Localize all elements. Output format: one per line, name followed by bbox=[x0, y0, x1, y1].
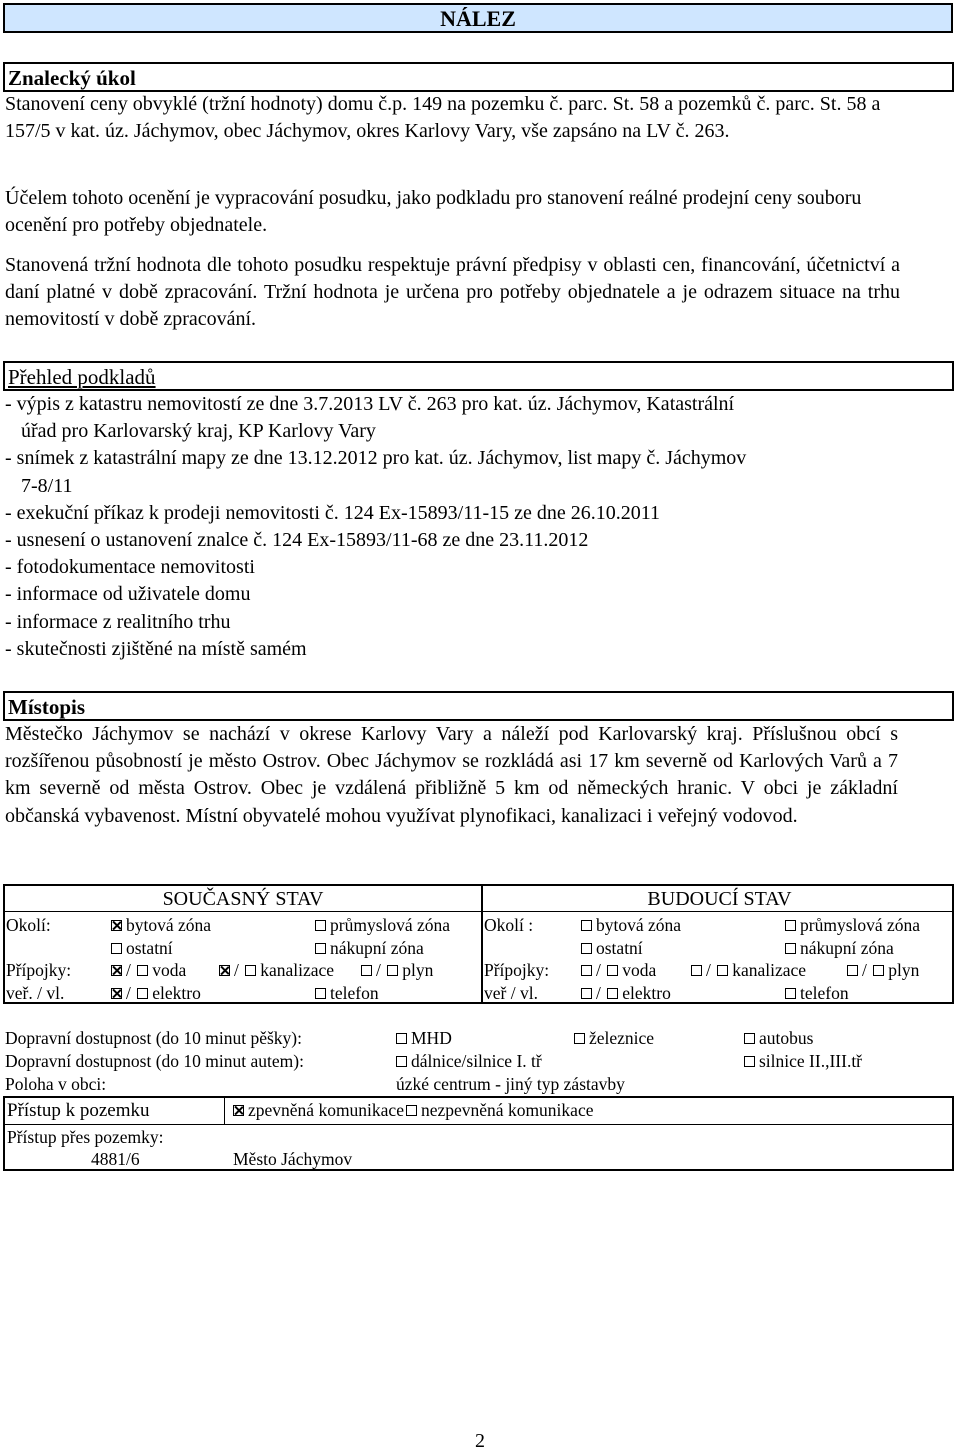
section-heading-ukol: Znalecký úkol bbox=[3, 62, 954, 92]
ukol-paragraph-1: Stanovení ceny obvyklé (tržní hodnoty) domu č.p. 149 na pozemku č. parc. St. 58 a pozemků č. parc. St. 58 a 157/5 v kat. úz. Jáchymov, obec Jáchymov, okres Karlovy Vary, vše zapsáno na LV č. 263. bbox=[5, 93, 881, 142]
checkbox-icon bbox=[785, 943, 796, 954]
ver-vl-label-future: veř / vl. bbox=[484, 983, 538, 1003]
checkbox-icon bbox=[744, 1056, 755, 1067]
list-item: - exekuční příkaz k prodeji nemovitosti č. 124 Ex-15893/11-15 ze dne 26.10.2011 bbox=[5, 501, 661, 524]
pripojka-plyn: / plyn bbox=[359, 959, 433, 981]
list-item: - výpis z katastru nemovitostí ze dne 3.7.2013 LV č. 263 pro kat. úz. Jáchymov, Katastrální bbox=[5, 393, 735, 415]
ukol-paragraph-2: Účelem tohoto ocenění je vypracování posudku, jako podkladu pro stanovení reálné prodejní ceny souboru ocenění pro potřeby objednatele. bbox=[5, 187, 862, 236]
future-prumyslova: průmyslová zóna bbox=[783, 914, 920, 936]
state-table bbox=[3, 884, 954, 1004]
checkbox-icon bbox=[137, 965, 148, 976]
section-heading-mistopis: Místopis bbox=[3, 691, 954, 721]
okoli-prumyslova: průmyslová zóna bbox=[313, 914, 450, 936]
pripojky-label-future: Přípojky: bbox=[484, 960, 550, 980]
checkbox-icon bbox=[785, 920, 796, 931]
section-heading-podklady: Přehled podkladů bbox=[3, 361, 954, 391]
checkbox-icon bbox=[581, 920, 592, 931]
pristup-divider bbox=[5, 1124, 952, 1125]
list-item: - informace od uživatele domu bbox=[5, 583, 251, 606]
checkbox-checked-icon bbox=[111, 920, 122, 931]
future-ostatni: ostatní bbox=[579, 937, 643, 959]
okoli-ostatni: ostatní bbox=[109, 937, 173, 959]
checkbox-icon bbox=[581, 988, 592, 999]
future-kanalizace: / kanalizace bbox=[689, 959, 806, 981]
checkbox-icon bbox=[396, 1033, 407, 1044]
list-item: 7-8/11 bbox=[21, 474, 73, 497]
checkbox-icon bbox=[785, 988, 796, 999]
checkbox-icon bbox=[245, 965, 256, 976]
future-telefon: telefon bbox=[783, 982, 849, 1004]
option-silnice: silnice II.,III.tř bbox=[742, 1050, 862, 1073]
checkbox-icon bbox=[744, 1033, 755, 1044]
mistopis-paragraph: Městečko Jáchymov se nachází v okrese Karlovy Vary a náleží pod Karlovarský kraj. Příslušnou obcí s rozšířenou působností je město Ostrov. Obec Jáchymov se rozkládá asi 17 km severně od Karlových Varů a 7 km severně od města Ostrov. Obec je vzdálená přibližně 5 km od německých hranic. V obci je základní občanská vybavenost. Místní obyvatelé mohou využívat plynofikaci, kanalizaci i veřejný vodovod. bbox=[5, 723, 898, 827]
future-voda: / voda bbox=[579, 959, 656, 981]
checkbox-icon bbox=[315, 920, 326, 931]
pripojka-kanalizace: / kanalizace bbox=[217, 959, 334, 981]
checkbox-icon bbox=[315, 988, 326, 999]
current-state-heading: SOUČASNÝ STAV bbox=[162, 888, 324, 910]
pristup-k-pozemku-label: Přístup k pozemku bbox=[7, 1100, 150, 1121]
option-mhd: MHD bbox=[394, 1027, 452, 1050]
checkbox-icon bbox=[581, 943, 592, 954]
parcela-owner: Město Jáchymov bbox=[233, 1149, 353, 1169]
checkbox-icon bbox=[396, 1056, 407, 1067]
checkbox-icon bbox=[847, 965, 858, 976]
checkbox-icon bbox=[315, 943, 326, 954]
pripojka-elektro: / elektro bbox=[109, 982, 201, 1004]
okoli-nakupni: nákupní zóna bbox=[313, 937, 424, 959]
pripojka-telefon: telefon bbox=[313, 982, 379, 1004]
list-item: úřad pro Karlovarský kraj, KP Karlovy Vary bbox=[21, 420, 376, 443]
page-number: 2 bbox=[475, 1430, 485, 1452]
pristup-table bbox=[3, 1096, 954, 1171]
list-item: - informace z realitního trhu bbox=[5, 610, 231, 633]
list-item: - fotodokumentace nemovitosti bbox=[5, 556, 255, 579]
option-zpevnena: zpevněná komunikace nezpevněná komunikace bbox=[231, 1099, 593, 1121]
checkbox-icon bbox=[406, 1105, 417, 1116]
pripojky-label: Přípojky: bbox=[6, 960, 72, 980]
option-autobus: autobus bbox=[742, 1027, 813, 1050]
list-item: - usnesení o ustanovení znalce č. 124 Ex-15893/11-68 ze dne 23.11.2012 bbox=[5, 529, 589, 552]
ukol-paragraph-3: Stanovená tržní hodnota dle tohoto posudku respektuje právní předpisy v oblasti cen, financování, účetnictví a daní platné v době zpracování. Tržní hodnota je určena pro potřeby objednatele a je odrazem situace na trhu nemovitostí v době zpracování. bbox=[5, 254, 900, 330]
checkbox-icon bbox=[137, 988, 148, 999]
dostupnost-pesky-label: Dopravní dostupnost (do 10 minut pěšky): bbox=[5, 1028, 302, 1048]
list-item: - snímek z katastrální mapy ze dne 13.12.2012 pro kat. úz. Jáchymov, list mapy č. Jáchymov bbox=[5, 447, 747, 470]
okoli-label: Okolí: bbox=[6, 915, 51, 935]
checkbox-icon bbox=[361, 965, 372, 976]
future-elektro: / elektro bbox=[579, 982, 671, 1004]
pristup-pres-label: Přístup přes pozemky: bbox=[7, 1127, 164, 1147]
page-title: NÁLEZ bbox=[3, 3, 953, 33]
future-nakupni: nákupní zóna bbox=[783, 937, 894, 959]
future-plyn: / plyn bbox=[845, 959, 919, 981]
checkbox-icon bbox=[574, 1033, 585, 1044]
checkbox-icon bbox=[717, 965, 728, 976]
list-item: - skutečnosti zjištěné na místě samém bbox=[5, 637, 307, 660]
checkbox-icon bbox=[607, 965, 618, 976]
checkbox-checked-icon bbox=[111, 965, 122, 976]
poloha-value: úzké centrum - jiný typ zástavby bbox=[396, 1074, 625, 1094]
checkbox-icon bbox=[607, 988, 618, 999]
checkbox-checked-icon bbox=[233, 1105, 244, 1116]
option-dalnice: dálnice/silnice I. tř bbox=[394, 1050, 542, 1073]
future-state-heading: BUDOUCÍ STAV bbox=[647, 888, 792, 910]
checkbox-icon bbox=[691, 965, 702, 976]
okoli-label-future: Okolí : bbox=[484, 915, 534, 935]
checkbox-icon bbox=[111, 943, 122, 954]
option-zeleznice: železnice bbox=[572, 1027, 654, 1050]
dostupnost-autem-label: Dopravní dostupnost (do 10 minut autem): bbox=[5, 1051, 304, 1071]
checkbox-icon bbox=[387, 965, 398, 976]
checkbox-icon bbox=[873, 965, 884, 976]
ver-vl-label: veř. / vl. bbox=[6, 983, 65, 1003]
poloha-label: Poloha v obci: bbox=[5, 1074, 107, 1094]
checkbox-checked-icon bbox=[219, 965, 230, 976]
checkbox-checked-icon bbox=[111, 988, 122, 999]
parcela-number: 4881/6 bbox=[91, 1149, 140, 1169]
checkbox-icon bbox=[581, 965, 592, 976]
podklady-list bbox=[5, 391, 746, 663]
future-bytova: bytová zóna bbox=[579, 914, 681, 936]
pripojka-voda: / voda bbox=[109, 959, 186, 981]
okoli-bytova: bytová zóna bbox=[109, 914, 211, 936]
